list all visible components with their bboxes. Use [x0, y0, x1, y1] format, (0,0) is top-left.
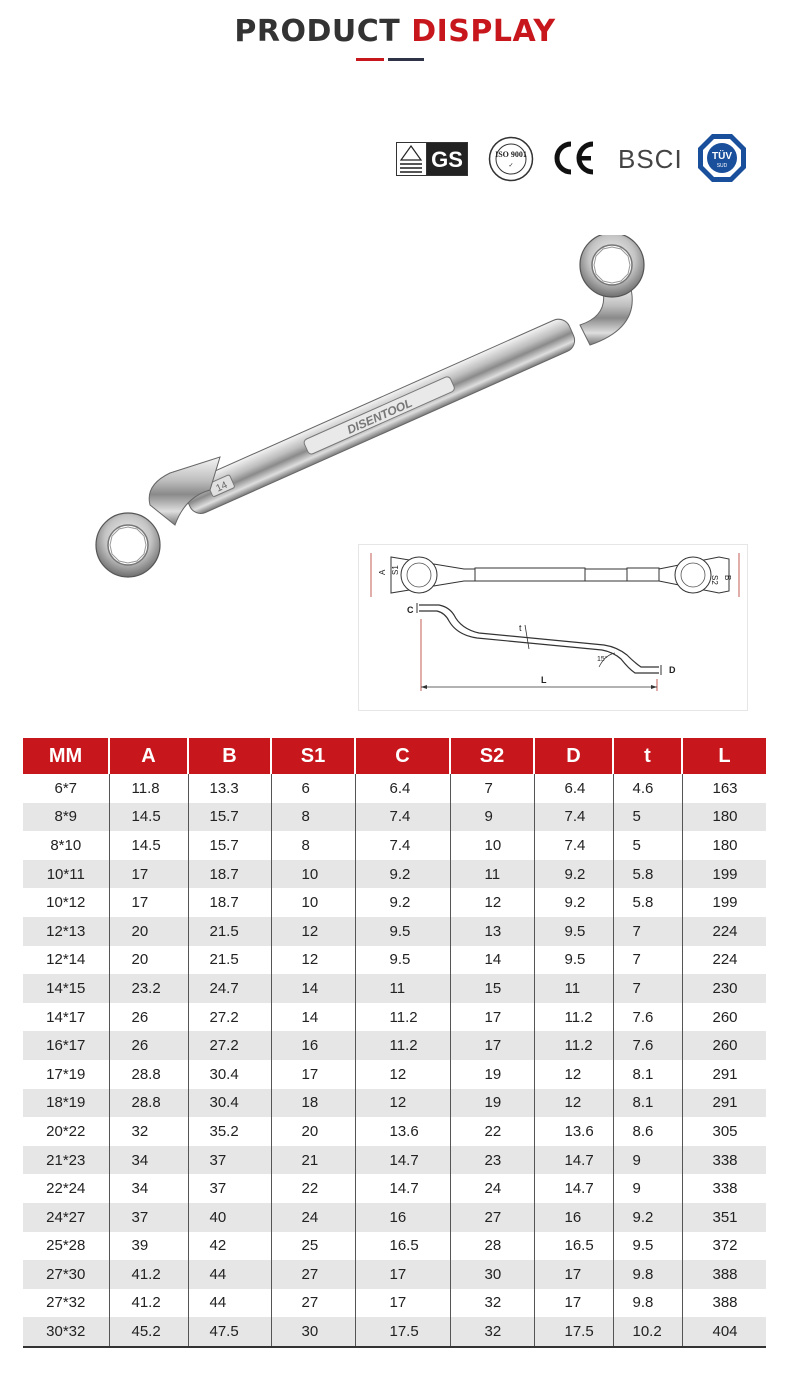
cell-s2: 7: [450, 774, 534, 803]
table-row: [23, 888, 766, 917]
cell-c: 13.6: [355, 1117, 450, 1146]
cell-b: 15.7: [188, 803, 271, 832]
cell-s1: 10: [271, 888, 355, 917]
cell-a: 28.8: [109, 1089, 188, 1118]
cell-s2: 15: [450, 974, 534, 1003]
svg-text:ISO 9001: ISO 9001: [495, 150, 527, 159]
cell-s1: 24: [271, 1203, 355, 1232]
cell-l: 260: [682, 1003, 766, 1032]
cell-b: 27.2: [188, 1003, 271, 1032]
svg-text:t: t: [519, 623, 522, 633]
cell-d: 16.5: [534, 1232, 613, 1261]
cell-s2: 10: [450, 831, 534, 860]
column-header-l: L: [682, 738, 766, 774]
cell-s2: 13: [450, 917, 534, 946]
cell-t: 4.6: [613, 774, 682, 803]
table-row: [23, 1117, 766, 1146]
cell-t: 9.2: [613, 1203, 682, 1232]
iso9001-seal-icon: [488, 136, 534, 182]
cell-l: 230: [682, 974, 766, 1003]
ce-mark-icon: [551, 140, 597, 176]
table-row: [23, 1060, 766, 1089]
cell-s2: 19: [450, 1060, 534, 1089]
cell-c: 11: [355, 974, 450, 1003]
cell-b: 44: [188, 1289, 271, 1318]
cell-c: 6.4: [355, 774, 450, 803]
cell-mm: 27*30: [23, 1260, 109, 1289]
cell-l: 260: [682, 1031, 766, 1060]
cell-l: 291: [682, 1089, 766, 1118]
cell-b: 18.7: [188, 888, 271, 917]
cell-mm: 10*12: [46, 894, 86, 912]
cell-b: 44: [188, 1260, 271, 1289]
cell-b: 35.2: [188, 1117, 271, 1146]
cell-l: 163: [682, 774, 766, 803]
cell-c: 9.2: [355, 888, 450, 917]
table-header-row: [23, 738, 766, 774]
cell-s2: 19: [450, 1089, 534, 1118]
table-row: [23, 917, 766, 946]
cell-s2: 27: [450, 1203, 534, 1232]
page-title: [0, 14, 790, 49]
cell-l: 224: [682, 917, 766, 946]
cell-s1: 22: [271, 1174, 355, 1203]
cell-a: 41.2: [109, 1289, 188, 1318]
svg-text:GS: GS: [431, 147, 463, 172]
cell-t: 5: [613, 831, 682, 860]
cell-s1: 20: [271, 1117, 355, 1146]
table-row: [23, 803, 766, 832]
cell-s1: 12: [271, 917, 355, 946]
cell-s2: 30: [450, 1260, 534, 1289]
cell-s1: 12: [271, 946, 355, 975]
cell-l: 180: [682, 831, 766, 860]
svg-text:S1: S1: [391, 565, 400, 575]
cell-a: 17: [109, 860, 188, 889]
table-row: [23, 974, 766, 1003]
spec-table: [23, 738, 766, 1348]
cell-c: 17: [355, 1260, 450, 1289]
cell-c: 9.5: [355, 917, 450, 946]
cell-a: 45.2: [109, 1317, 188, 1347]
cell-mm: 24*27: [23, 1203, 109, 1232]
cell-mm: 8*10: [50, 836, 82, 854]
cell-t: 7.6: [613, 1003, 682, 1032]
svg-text:14: 14: [214, 479, 230, 495]
cell-b: 18.7: [188, 860, 271, 889]
cell-s1: 14: [271, 1003, 355, 1032]
column-header-mm: MM: [23, 738, 109, 774]
cell-c: 11.2: [355, 1003, 450, 1032]
cell-b: 30.4: [188, 1089, 271, 1118]
svg-text:D: D: [669, 665, 676, 675]
cell-d: 14.7: [534, 1174, 613, 1203]
cell-l: 388: [682, 1260, 766, 1289]
cell-s2: 12: [450, 888, 534, 917]
cell-s1: 16: [271, 1031, 355, 1060]
cell-mm: 30*32: [23, 1317, 109, 1347]
cell-s2: 11: [450, 860, 534, 889]
svg-text:SUD: SUD: [716, 163, 728, 169]
cell-c: 17.5: [355, 1317, 450, 1347]
cell-a: 32: [109, 1117, 188, 1146]
cell-d: 7.4: [534, 831, 613, 860]
cell-c: 7.4: [355, 803, 450, 832]
cell-c: 12: [355, 1060, 450, 1089]
cell-mm: 12*13: [23, 917, 109, 946]
cell-d: 14.7: [534, 1146, 613, 1175]
cell-b: 37: [188, 1146, 271, 1175]
cell-b: 30.4: [188, 1060, 271, 1089]
cell-s1: 27: [271, 1289, 355, 1318]
cell-l: 351: [682, 1203, 766, 1232]
svg-text:S2: S2: [710, 575, 719, 585]
cell-s1: 6: [271, 774, 355, 803]
cell-b: 13.3: [188, 774, 271, 803]
cell-t: 10.2: [613, 1317, 682, 1347]
cell-a: 20: [109, 917, 188, 946]
cell-l: 338: [682, 1174, 766, 1203]
cell-l: 199: [682, 888, 766, 917]
cell-s2: 17: [450, 1003, 534, 1032]
column-header-s2: S2: [450, 738, 534, 774]
svg-text:L: L: [541, 675, 547, 685]
cell-t: 5.8: [613, 860, 682, 889]
table-row: [23, 774, 766, 803]
cell-a: 14.5: [109, 803, 188, 832]
cell-a: 14.5: [109, 831, 188, 860]
cell-s2: 9: [450, 803, 534, 832]
cell-a: 11.8: [109, 774, 188, 803]
cell-l: 305: [682, 1117, 766, 1146]
cell-d: 13.6: [534, 1117, 613, 1146]
cell-mm: 18*19: [23, 1089, 109, 1118]
svg-text:DISENTOOL: DISENTOOL: [344, 395, 415, 437]
table-row: [23, 1031, 766, 1060]
cell-c: 14.7: [355, 1146, 450, 1175]
cell-s1: 25: [271, 1232, 355, 1261]
cell-b: 40: [188, 1203, 271, 1232]
cell-d: 9.2: [534, 860, 613, 889]
cell-d: 16: [534, 1203, 613, 1232]
bsci-icon: BSCI: [618, 144, 683, 174]
svg-text:TÜV: TÜV: [712, 151, 732, 162]
table-row: [23, 1174, 766, 1203]
title-part-product: PRODUCT: [234, 14, 401, 49]
cell-s2: 17: [450, 1031, 534, 1060]
cell-t: 5: [613, 803, 682, 832]
cell-c: 14.7: [355, 1174, 450, 1203]
cell-d: 9.2: [534, 888, 613, 917]
cell-mm: 10*11: [23, 860, 109, 889]
cell-s1: 8: [271, 831, 355, 860]
cell-t: 5.8: [613, 888, 682, 917]
table-row: [23, 860, 766, 889]
cell-a: 26: [109, 1003, 188, 1032]
table-row: [23, 1089, 766, 1118]
cell-c: 16.5: [355, 1232, 450, 1261]
table-row: [23, 1146, 766, 1175]
cell-mm: 14*17: [46, 1008, 86, 1026]
table-row: [23, 1003, 766, 1032]
column-header-s1: S1: [271, 738, 355, 774]
cell-a: 34: [109, 1146, 188, 1175]
column-header-t: t: [613, 738, 682, 774]
cell-s2: 32: [450, 1317, 534, 1347]
svg-text:C: C: [407, 605, 414, 615]
cell-l: 224: [682, 946, 766, 975]
table-row: [23, 831, 766, 860]
cell-l: 199: [682, 860, 766, 889]
cell-mm: 21*23: [23, 1146, 109, 1175]
cell-b: 27.2: [188, 1031, 271, 1060]
column-header-c: C: [355, 738, 450, 774]
cell-s2: 24: [450, 1174, 534, 1203]
cell-d: 11: [534, 974, 613, 1003]
cell-b: 42: [188, 1232, 271, 1261]
cell-mm: 16*17: [23, 1031, 109, 1060]
gs-mark-icon: [396, 142, 468, 176]
tuv-octagon-icon: [696, 132, 748, 184]
cell-t: 9.8: [613, 1260, 682, 1289]
cell-mm: 14*15: [23, 974, 109, 1003]
certification-logos: [396, 132, 748, 184]
cell-s1: 27: [271, 1260, 355, 1289]
cell-d: 17: [534, 1260, 613, 1289]
column-header-d: D: [534, 738, 613, 774]
cell-l: 372: [682, 1232, 766, 1261]
cell-t: 7: [613, 974, 682, 1003]
svg-text:B: B: [723, 575, 732, 581]
cell-l: 404: [682, 1317, 766, 1347]
cell-t: 8.6: [613, 1117, 682, 1146]
cell-s1: 10: [271, 860, 355, 889]
cell-b: 21.5: [188, 946, 271, 975]
cell-s2: 32: [450, 1289, 534, 1318]
cell-mm: 12*14: [46, 951, 86, 969]
table-row: [23, 1317, 766, 1347]
cell-d: 17.5: [534, 1317, 613, 1347]
table-row: [23, 946, 766, 975]
cell-s2: 22: [450, 1117, 534, 1146]
cell-t: 9: [613, 1174, 682, 1203]
table-row: [23, 1260, 766, 1289]
cell-l: 180: [682, 803, 766, 832]
cell-mm: 6*7: [54, 779, 78, 797]
title-part-display: DISPLAY: [411, 14, 556, 49]
cell-l: 291: [682, 1060, 766, 1089]
cell-c: 17: [355, 1289, 450, 1318]
cell-t: 8.1: [613, 1089, 682, 1118]
cell-c: 12: [355, 1089, 450, 1118]
cell-mm: 8*9: [23, 803, 109, 832]
cell-c: 9.2: [355, 860, 450, 889]
cell-mm: 20*22: [46, 1122, 86, 1140]
cell-d: 11.2: [534, 1003, 613, 1032]
cell-mm: 25*28: [46, 1237, 86, 1255]
cell-a: 26: [109, 1031, 188, 1060]
cell-b: 15.7: [188, 831, 271, 860]
cell-c: 11.2: [355, 1031, 450, 1060]
cell-d: 9.5: [534, 917, 613, 946]
cell-t: 9.8: [613, 1289, 682, 1318]
cell-t: 7.6: [613, 1031, 682, 1060]
cell-a: 39: [109, 1232, 188, 1261]
title-underline: [356, 58, 424, 61]
cell-t: 8.1: [613, 1060, 682, 1089]
svg-text:A: A: [378, 569, 387, 575]
cell-d: 7.4: [534, 803, 613, 832]
cell-l: 338: [682, 1146, 766, 1175]
cell-c: 16: [355, 1203, 450, 1232]
cell-d: 12: [534, 1089, 613, 1118]
cell-mm: 17*19: [46, 1065, 86, 1083]
column-header-a: A: [109, 738, 188, 774]
dimension-diagram: [358, 544, 748, 711]
cell-mm: 22*24: [46, 1180, 86, 1198]
table-row: [23, 1203, 766, 1232]
cell-s1: 30: [271, 1317, 355, 1347]
cell-s1: 17: [271, 1060, 355, 1089]
cell-t: 9: [613, 1146, 682, 1175]
cell-b: 37: [188, 1174, 271, 1203]
cell-d: 11.2: [534, 1031, 613, 1060]
cell-a: 28.8: [109, 1060, 188, 1089]
cell-s1: 8: [271, 803, 355, 832]
cell-a: 23.2: [109, 974, 188, 1003]
cell-t: 7: [613, 917, 682, 946]
cell-d: 9.5: [534, 946, 613, 975]
cell-s1: 18: [271, 1089, 355, 1118]
cell-d: 12: [534, 1060, 613, 1089]
cell-mm: 27*32: [46, 1294, 86, 1312]
svg-text:15°: 15°: [597, 656, 608, 663]
cell-c: 7.4: [355, 831, 450, 860]
cell-s1: 21: [271, 1146, 355, 1175]
cell-c: 9.5: [355, 946, 450, 975]
svg-text:✓: ✓: [508, 163, 514, 169]
cell-s1: 14: [271, 974, 355, 1003]
cell-s2: 14: [450, 946, 534, 975]
cell-t: 9.5: [613, 1232, 682, 1261]
cell-b: 47.5: [188, 1317, 271, 1347]
cell-b: 24.7: [188, 974, 271, 1003]
cell-a: 41.2: [109, 1260, 188, 1289]
cell-l: 388: [682, 1289, 766, 1318]
cell-d: 6.4: [534, 774, 613, 803]
cell-d: 17: [534, 1289, 613, 1318]
cell-t: 7: [613, 946, 682, 975]
cell-b: 21.5: [188, 917, 271, 946]
table-row: [23, 1232, 766, 1261]
wrench-product-image: [90, 235, 680, 580]
cell-a: 17: [109, 888, 188, 917]
cell-s2: 28: [450, 1232, 534, 1261]
cell-a: 37: [109, 1203, 188, 1232]
column-header-b: B: [188, 738, 271, 774]
table-row: [23, 1289, 766, 1318]
cell-a: 20: [109, 946, 188, 975]
cell-a: 34: [109, 1174, 188, 1203]
cell-s2: 23: [450, 1146, 534, 1175]
